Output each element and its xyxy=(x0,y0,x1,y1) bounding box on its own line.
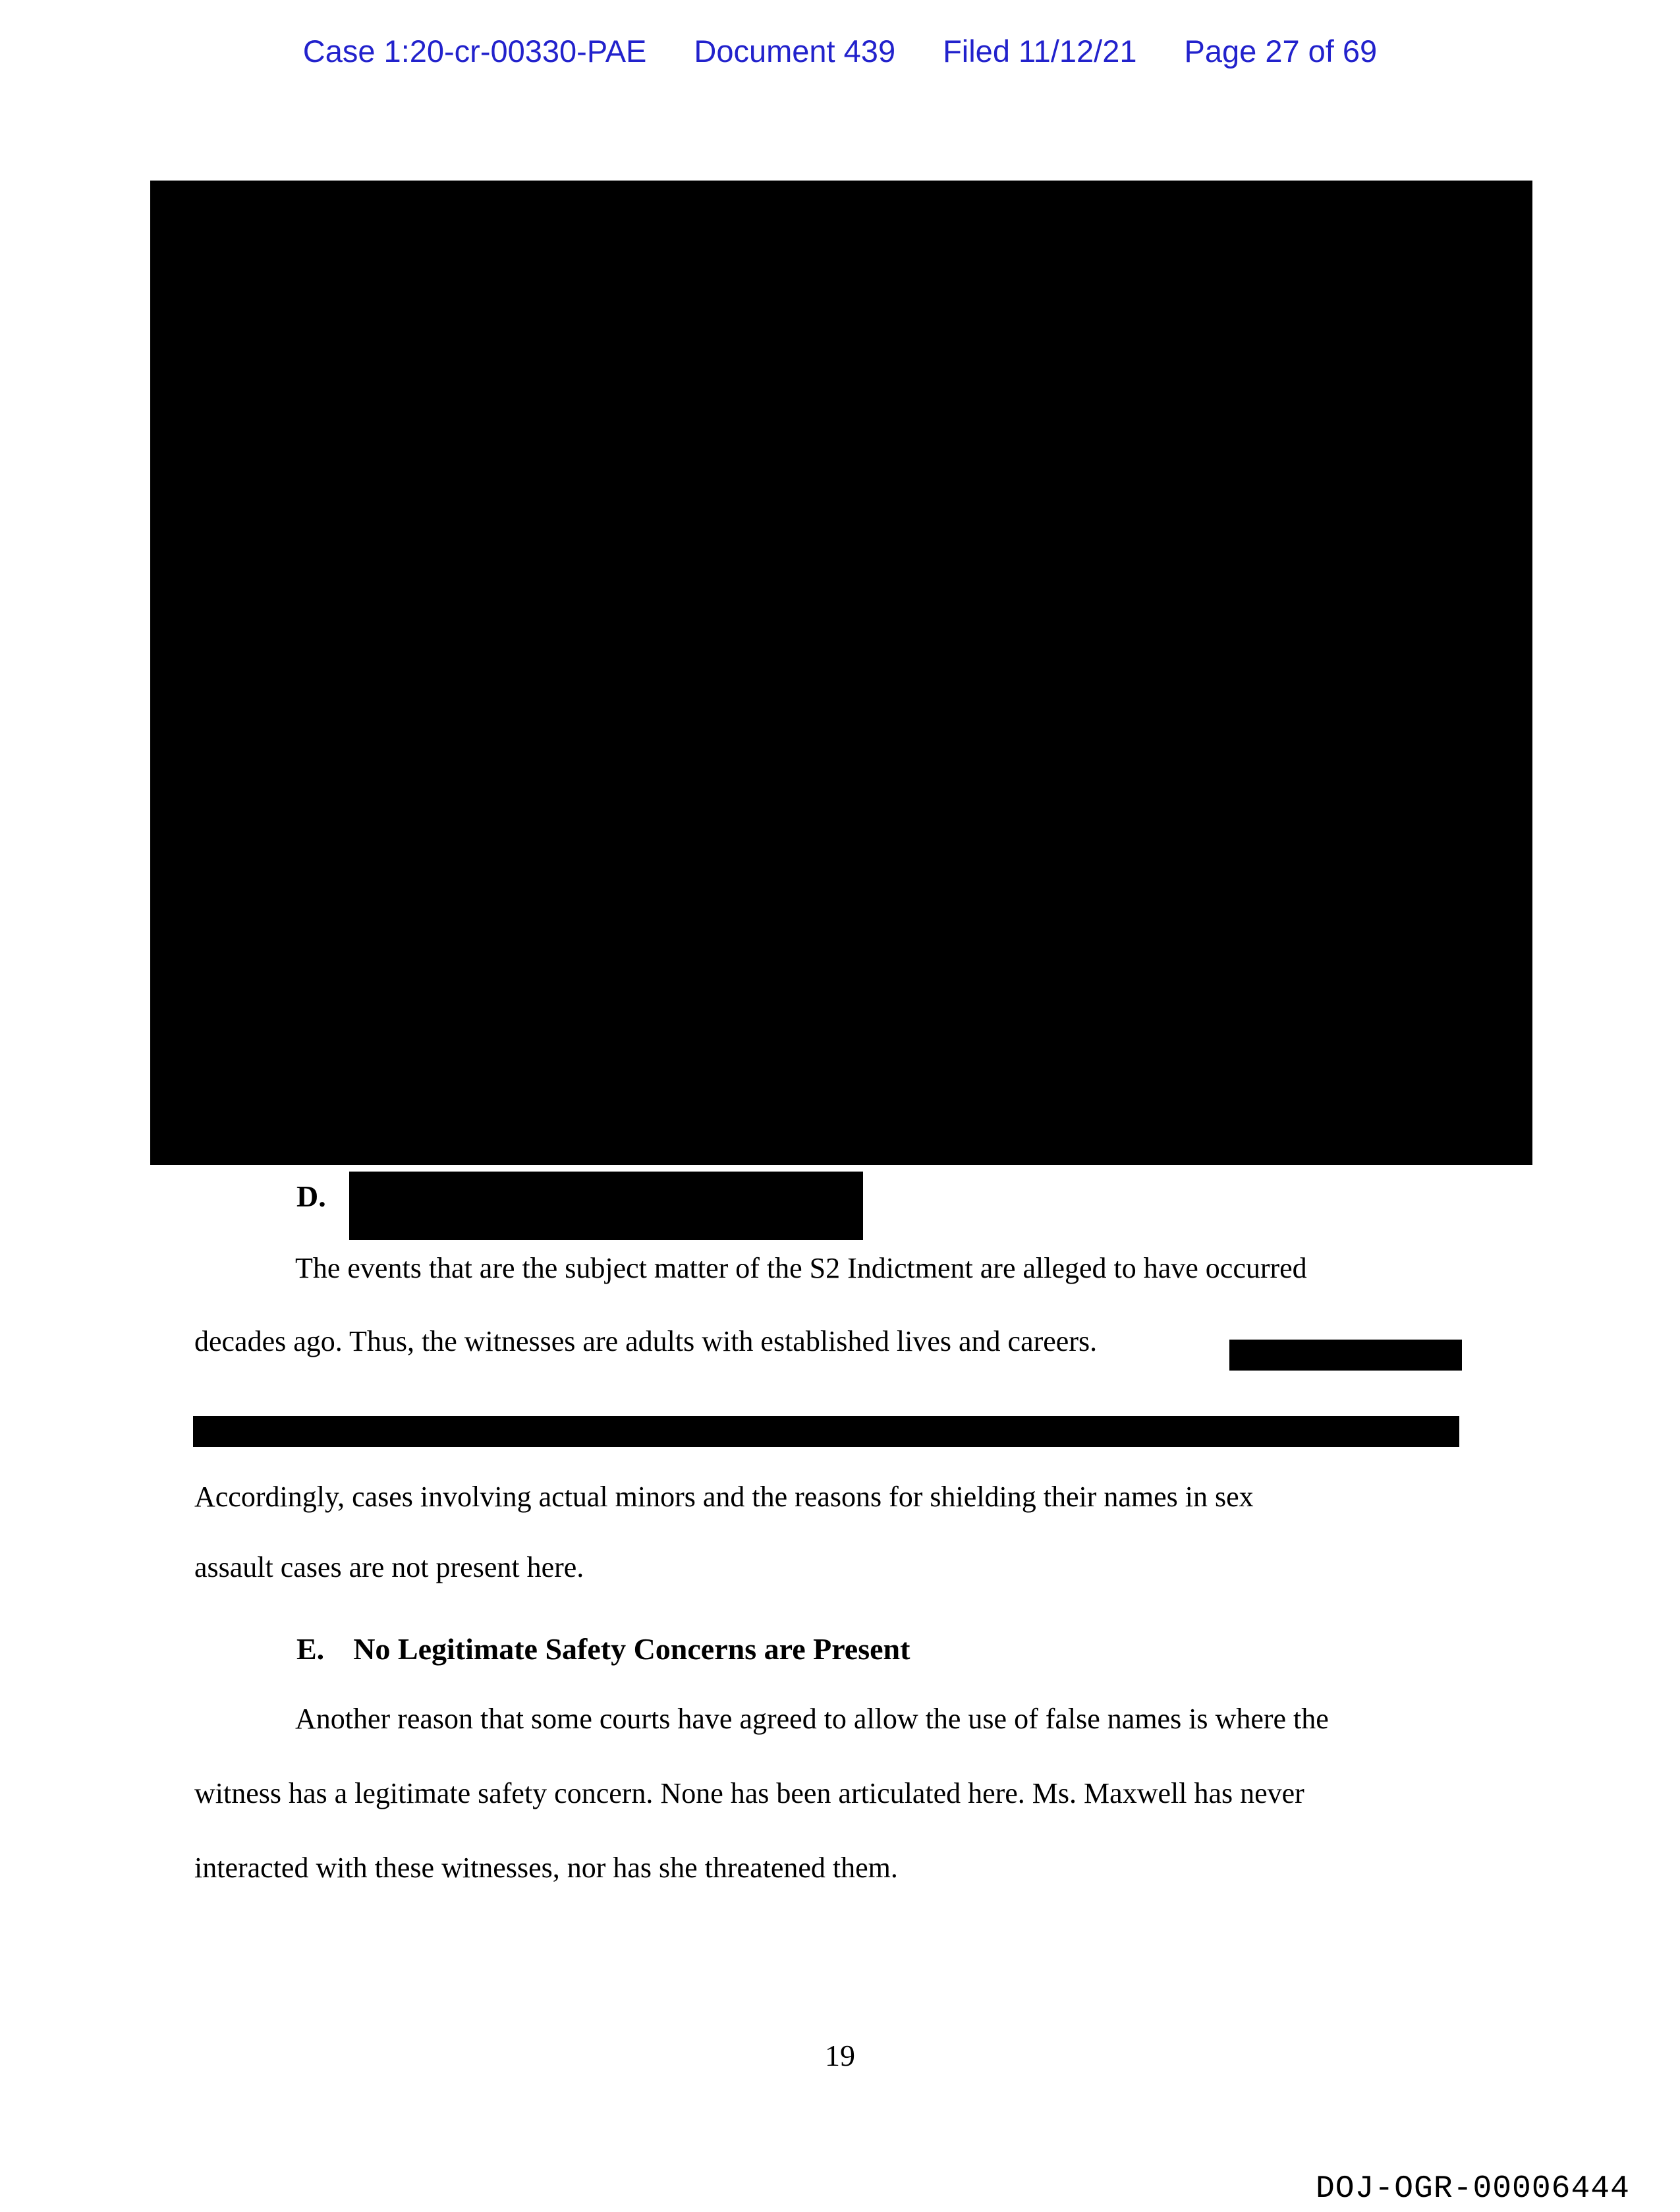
section-d-label: D. xyxy=(296,1179,326,1213)
redaction-bar-inline xyxy=(1229,1340,1462,1371)
section-e-label: E. xyxy=(296,1632,325,1666)
bates-stamp: DOJ-OGR-00006444 xyxy=(1316,2171,1630,2207)
redaction-bar-section-d-title xyxy=(349,1172,863,1240)
body-text-line: witness has a legitimate safety concern. None has been articulated here. Ms. Maxwell has never xyxy=(194,1777,1304,1809)
document-number: Document 439 xyxy=(694,34,896,69)
page-number: 19 xyxy=(825,2039,855,2072)
body-text-line: decades ago. Thus, the witnesses are adults with established lives and careers. xyxy=(194,1325,1098,1357)
body-text-line: The events that are the subject matter of the S2 Indictment are alleged to have occurred xyxy=(295,1252,1307,1284)
body-text-line: interacted with these witnesses, nor has she threatened them. xyxy=(194,1852,898,1884)
body-text-line: Another reason that some courts have agreed to allow the use of false names is where the xyxy=(295,1703,1329,1735)
case-number: Case 1:20-cr-00330-PAE xyxy=(302,34,647,69)
redaction-bar-full-line xyxy=(193,1416,1459,1447)
filed-date: Filed 11/12/21 xyxy=(943,34,1137,69)
section-e-title: No Legitimate Safety Concerns are Present xyxy=(353,1632,910,1666)
case-header xyxy=(0,33,1680,69)
redaction-block-large xyxy=(150,181,1532,1165)
body-text-line: assault cases are not present here. xyxy=(194,1551,584,1583)
page-of-pages: Page 27 of 69 xyxy=(1184,34,1378,69)
body-text-line: Accordingly, cases involving actual minors and the reasons for shielding their names in sex xyxy=(194,1481,1254,1513)
section-e-heading xyxy=(296,1631,910,1667)
